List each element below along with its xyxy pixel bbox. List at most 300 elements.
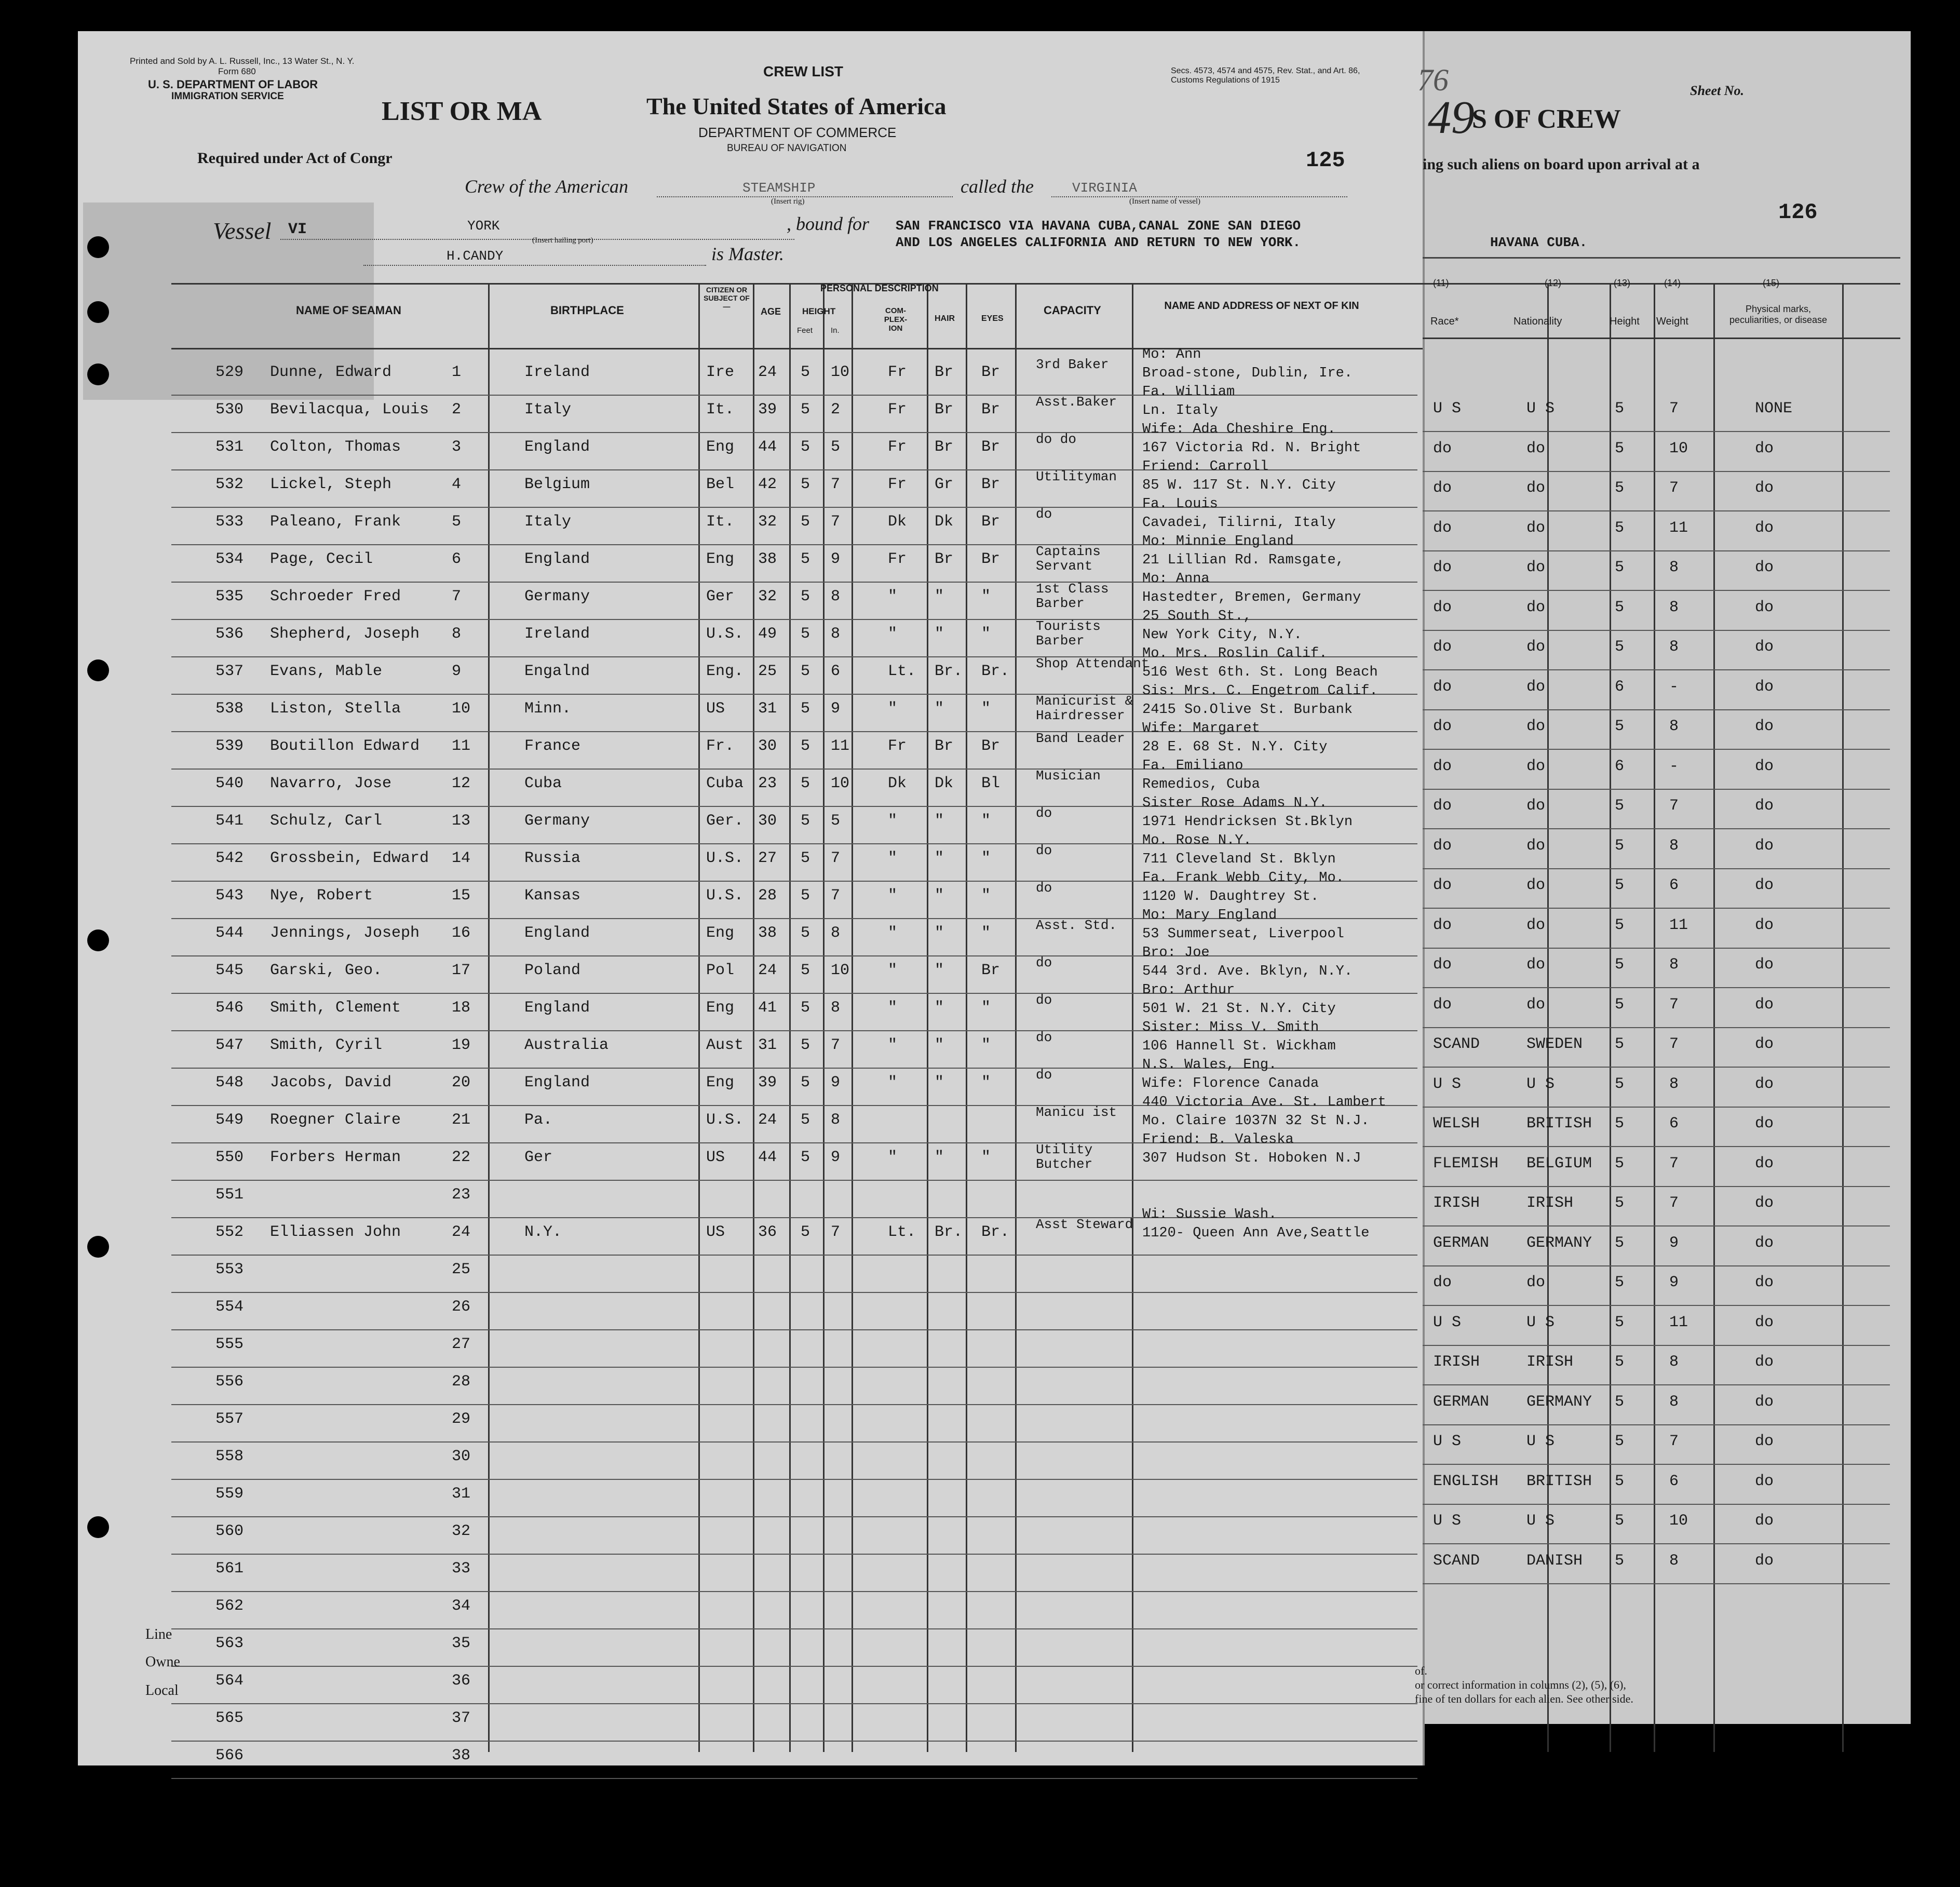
crew-comp: " [888,1036,898,1054]
alien-row [1423,752,1890,790]
crew-kin1: Mo. Mrs. Roslin Calif. [1142,646,1328,662]
crew-in: 11 [831,737,850,755]
crew-name: Elliassen John [270,1223,401,1241]
crew-in: 8 [831,1111,841,1129]
list-title-left: LIST OR MA [382,97,542,126]
crew-name: Forbers Herman [270,1149,401,1166]
crew-ref: 546 [215,999,244,1017]
crew-cit: U.S. [706,625,744,643]
header-12-num: (12) [1545,278,1562,288]
crew-cit: U.S. [706,850,744,867]
printer-line: Printed and Sold by A. L. Russell, Inc., 13 Water St., N. Y. [130,56,355,66]
crew-cit: U.S. [706,887,744,905]
crew-age: 30 [758,737,777,755]
row-rule [1423,1067,1890,1068]
crew-line: 24 [452,1223,471,1241]
alien-phys: do [1755,995,1774,1014]
alien-row [1423,1030,1890,1068]
crew-age: 24 [758,962,777,979]
crew-age: 31 [758,700,777,718]
alien-h: 5 [1615,638,1625,656]
alien-w: - [1669,757,1679,775]
crew-comp: " [888,999,898,1017]
alien-phys: do [1755,559,1774,576]
punch-hole [87,929,109,951]
empty-ref: 563 [215,1635,244,1652]
crew-kin2: Cavadei, Tilirni, Italy [1142,515,1336,531]
empty-row [171,1555,1417,1592]
alien-nat: SWEDEN [1526,1035,1583,1053]
crew-birth: Germany [524,812,590,830]
empty-ref: 565 [215,1709,244,1727]
alien-phys: do [1755,439,1774,457]
empty-ref: 557 [215,1410,244,1428]
empty-row [171,1443,1417,1480]
crew-cit: Eng [706,550,735,568]
alien-race: do [1433,797,1452,815]
crew-comp: " [888,962,898,979]
alien-h: 5 [1615,1194,1625,1212]
crew-kin2: 1971 Hendricksen St.Bklyn [1142,814,1353,830]
crew-age: 41 [758,999,777,1017]
crew-hair: Br [935,737,954,755]
crew-kin1: Friend: Carroll [1142,459,1269,475]
alien-race: do [1433,598,1452,616]
header-age: AGE [761,306,781,317]
alien-row [1423,991,1890,1028]
crew-in: 8 [831,625,841,643]
crew-hair: " [935,1149,944,1166]
crew-age: 25 [758,663,777,680]
crew-name: Colton, Thomas [270,438,401,456]
alien-h: 5 [1615,1234,1625,1252]
crew-comp: Fr [888,476,907,493]
page-number-right: 126 [1778,200,1818,225]
called-the-label: called the [961,176,1034,197]
header-birthplace: BIRTHPLACE [550,304,624,317]
row-rule [1423,550,1890,551]
crew-kin1: Friend: B. Valeska [1142,1132,1294,1148]
crew-in: 10 [831,775,850,792]
crew-in: 9 [831,700,841,718]
crew-row [171,459,1417,508]
punch-hole [87,363,109,385]
empty-line-number: 25 [452,1261,471,1278]
alien-nat: do [1526,995,1546,1014]
alien-w: 7 [1669,1154,1679,1172]
crew-birth: N.Y. [524,1223,562,1241]
crew-ref: 543 [215,887,244,905]
empty-row [171,1704,1417,1742]
alien-h: 5 [1615,1274,1625,1291]
crew-in: 8 [831,588,841,605]
crew-comp: Fr [888,438,907,456]
service: IMMIGRATION SERVICE [171,91,284,102]
row-rule [1423,1504,1890,1505]
alien-row [1423,951,1890,988]
crew-cit: U.S. [706,1111,744,1129]
alien-w: 7 [1669,1194,1679,1212]
crew-kin1: Fa. Emiliano [1142,758,1243,774]
alien-phys: do [1755,718,1774,735]
header-capacity: CAPACITY [1044,304,1101,317]
crew-hair: Br. [935,1223,963,1241]
empty-ref: 561 [215,1560,244,1578]
crew-age: 38 [758,550,777,568]
crew-comp: " [888,887,898,905]
alien-h: 5 [1615,1512,1625,1530]
crew-kin2: 53 Summerseat, Liverpool [1142,926,1344,942]
alien-nat: U S [1526,1075,1555,1093]
crew-cit: Bel [706,476,735,493]
alien-race: U S [1433,1512,1462,1530]
empty-row [171,1667,1417,1704]
crew-row [171,908,1417,956]
alien-h: 5 [1615,995,1625,1014]
alien-w: 9 [1669,1234,1679,1252]
empty-row [171,1405,1417,1443]
crew-age: 39 [758,401,777,419]
crew-ft: 5 [801,513,810,531]
footer-note-1: of. [1415,1664,1427,1677]
crew-kin1: Mo. Rose N.Y. [1142,833,1252,848]
crew-hair: " [935,962,944,979]
crew-age: 44 [758,1149,777,1166]
empty-row [171,1293,1417,1330]
alien-w: 10 [1669,439,1688,457]
alien-row [1423,633,1890,670]
empty-row [171,1629,1417,1667]
crew-birth: Italy [524,513,572,531]
empty-line-number: 36 [452,1672,471,1690]
crew-line: 23 [452,1186,471,1204]
header-13-num: (13) [1614,278,1631,288]
crew-ft: 5 [801,1149,810,1166]
alien-nat: DANISH [1526,1552,1583,1570]
crew-eyes: " [981,700,991,718]
alien-row [1423,1269,1890,1306]
crew-comp: " [888,700,898,718]
alien-w: 8 [1669,956,1679,974]
crew-comp: " [888,625,898,643]
alien-nat: do [1526,519,1546,537]
alien-h: 5 [1615,1115,1625,1133]
crew-eyes: Br [981,737,1001,755]
crew-cap: Shop Attendant [1036,656,1150,671]
crew-in: 7 [831,850,841,867]
crew-line: 1 [452,363,462,381]
alien-race: do [1433,678,1452,696]
alien-nat: do [1526,797,1546,815]
alien-nat: U S [1526,400,1555,417]
crew-eyes: " [981,588,991,605]
row-rule [1423,987,1890,988]
alien-h: 6 [1615,757,1625,775]
crew-name: Jacobs, David [270,1074,392,1091]
crew-name: Schroeder Fred [270,588,401,605]
nation-heading: The United States of America [646,93,947,119]
row-rule [1423,749,1890,750]
empty-ref: 553 [215,1261,244,1278]
row-rule [1423,1583,1890,1584]
crew-kin2: Ln. Italy [1142,403,1218,419]
row-rule [1423,431,1890,432]
crew-cit: Ger [706,588,735,605]
alien-w: 7 [1669,797,1679,815]
crew-cap: do [1036,506,1052,522]
alien-nat: do [1526,718,1546,735]
alien-phys: do [1755,1353,1774,1371]
alien-h: 5 [1615,519,1625,537]
alien-phys: do [1755,479,1774,497]
crew-kin1: Wi: Sussie Wash. [1142,1207,1277,1222]
crew-age: 31 [758,1036,777,1054]
alien-w: 11 [1669,916,1688,934]
crew-age: 32 [758,513,777,531]
alien-phys: do [1755,837,1774,855]
alien-nat: BRITISH [1526,1472,1592,1490]
crew-kin1: Bro: Joe [1142,945,1210,961]
alien-row [1423,1189,1890,1226]
crew-eyes: " [981,924,991,942]
crew-birth: Engalnd [524,663,590,680]
crew-ref: 534 [215,550,244,568]
insert-port: (Insert hailing port) [532,236,593,245]
crew-kin2: New York City, N.Y. [1142,627,1302,643]
crew-name: Roegner Claire [270,1111,401,1129]
crew-age: 36 [758,1223,777,1241]
crew-ref: 552 [215,1223,244,1241]
empty-line-number: 31 [452,1485,471,1503]
vessel-type: STEAMSHIP [742,180,816,196]
row-rule [1423,471,1890,472]
crew-in: 7 [831,887,841,905]
alien-nat: do [1526,916,1546,934]
alien-nat: do [1526,757,1546,775]
crew-line: 10 [452,700,471,718]
crew-ft: 5 [801,438,810,456]
crew-age: 24 [758,363,777,381]
crew-ref: 544 [215,924,244,942]
footer-local: Local [145,1682,179,1699]
crew-of-label: Crew of the American [465,176,628,197]
row-rule [1423,1186,1890,1187]
alien-row [1423,1348,1890,1385]
alien-race: do [1433,559,1452,576]
crew-ref: 529 [215,363,244,381]
alien-race: U S [1433,1075,1462,1093]
crew-eyes: Br [981,476,1001,493]
crew-birth: England [524,438,590,456]
empty-line-number: 29 [452,1410,471,1428]
crew-line: 20 [452,1074,471,1091]
footer-note-3: fine of ten dollars for each alien. See other side. [1415,1692,1633,1705]
row-rule [1423,1107,1890,1108]
vessel-name: VIRGINIA [1072,180,1137,196]
crew-cap: do [1036,1067,1052,1083]
header-feet: Feet [797,326,813,335]
crew-line: 2 [452,401,462,419]
empty-ref: 566 [215,1747,244,1764]
crew-ref: 533 [215,513,244,531]
crew-cap: do [1036,843,1052,858]
footer-note-2: or correct information in columns (2), (5), (6), [1415,1678,1626,1691]
crew-cit: Aust [706,1036,744,1054]
crew-ft: 5 [801,550,810,568]
alien-h: 5 [1615,598,1625,616]
punch-hole [87,1516,109,1538]
crew-name: Schulz, Carl [270,812,383,830]
row-rule [1423,1464,1890,1465]
crew-ft: 5 [801,663,810,680]
alien-phys: do [1755,1194,1774,1212]
alien-nat: do [1526,598,1546,616]
crew-ref: 549 [215,1111,244,1129]
empty-line-number: 30 [452,1448,471,1465]
crew-comp: " [888,1074,898,1091]
alien-phys: do [1755,1115,1774,1133]
crew-in: 8 [831,924,841,942]
vessel-prefix: VI [288,221,307,238]
alien-race: do [1433,757,1452,775]
crew-line: 12 [452,775,471,792]
crew-hair: " [935,999,944,1017]
crew-kin1: 25 South St., [1142,609,1252,624]
header-eyes: EYES [981,314,1004,323]
alien-row [1423,832,1890,869]
alien-row [1423,712,1890,750]
crew-name: Liston, Stella [270,700,401,718]
alien-row [1423,1309,1890,1346]
alien-nat: U S [1526,1313,1555,1331]
crew-ft: 5 [801,999,810,1017]
crew-kin2: 21 Lillian Rd. Ramsgate, [1142,552,1344,568]
empty-ref: 560 [215,1522,244,1540]
crew-ft: 5 [801,887,810,905]
crew-birth: Minn. [524,700,572,718]
row-rule [1423,1345,1890,1346]
crew-in: 7 [831,513,841,531]
row-rule [1423,948,1890,949]
empty-ref: 564 [215,1672,244,1690]
alien-phys: NONE [1755,400,1793,417]
crew-line: 8 [452,625,462,643]
header-complexion: COM-PLEX-ION [884,306,908,333]
crew-ft: 5 [801,1111,810,1129]
alien-race: ENGLISH [1433,1472,1499,1490]
crew-kin1: Sis: Mrs. C. Engetrom Calif. [1142,683,1378,699]
empty-ref: 562 [215,1597,244,1615]
row-rule [1423,868,1890,869]
alien-w: 8 [1669,1552,1679,1570]
crew-cit: Eng [706,1074,735,1091]
crew-ft: 5 [801,924,810,942]
crew-cap: Captains Servant [1036,544,1101,574]
alien-h: 5 [1615,400,1625,417]
crew-kin1: Sister Rose Adams N.Y. [1142,796,1328,811]
row-rule [1423,1027,1890,1028]
crew-ft: 5 [801,775,810,792]
alien-w: 8 [1669,1393,1679,1411]
crew-eyes: " [981,1036,991,1054]
crew-kin1: Fa. William [1142,384,1235,400]
empty-line-number: 28 [452,1373,471,1391]
alien-race: SCAND [1433,1552,1480,1570]
right-subheading: ing such aliens on board upon arrival at a [1423,156,1700,173]
crew-name: Grossbein, Edward [270,850,429,867]
crew-birth: Germany [524,588,590,605]
crew-birth: Australia [524,1036,609,1054]
empty-ref: 559 [215,1485,244,1503]
alien-phys: do [1755,1552,1774,1570]
insert-name: (Insert name of vessel) [1129,197,1201,206]
alien-race: do [1433,916,1452,934]
alien-race: do [1433,877,1452,894]
alien-w: 6 [1669,1472,1679,1490]
crew-in: 7 [831,1036,841,1054]
sheet-label: Sheet No. [1690,83,1744,98]
alien-w: 7 [1669,1035,1679,1053]
alien-race: do [1433,479,1452,497]
alien-phys: do [1755,1035,1774,1053]
alien-w: 11 [1669,1313,1688,1331]
alien-nat: do [1526,1274,1546,1291]
header-name: NAME OF SEAMAN [296,304,401,317]
crew-row [171,534,1417,583]
crew-in: 5 [831,812,841,830]
form-number: Form 680 [218,66,256,76]
crew-cap: Asst. Std. [1036,918,1117,933]
handwritten-number: 76 [1417,63,1449,97]
crew-line: 16 [452,924,471,942]
alien-phys: do [1755,1313,1774,1331]
crew-ref: 539 [215,737,244,755]
crew-comp: " [888,924,898,942]
crew-cap: Band Leader [1036,731,1125,746]
crew-kin1: Mo: Anna [1142,571,1210,587]
alien-race: U S [1433,1433,1462,1450]
crew-name: Smith, Clement [270,999,401,1017]
crew-birth: Poland [524,962,581,979]
crew-ft: 5 [801,850,810,867]
crew-line: 6 [452,550,462,568]
crew-cap: Asst Steward [1036,1217,1133,1232]
alien-h: 5 [1615,1393,1625,1411]
crew-line: 14 [452,850,471,867]
crew-hair: " [935,812,944,830]
destination-line-2: AND LOS ANGELES CALIFORNIA AND RETURN TO NEW YORK. [896,235,1301,250]
crew-line: 19 [452,1036,471,1054]
row-rule [1423,1305,1890,1306]
crew-cap: do [1036,955,1052,971]
crew-in: 8 [831,999,841,1017]
crew-eyes: Br. [981,663,1010,680]
alien-race: FLEMISH [1433,1154,1499,1172]
empty-line-number: 27 [452,1336,471,1353]
crew-hair: " [935,1036,944,1054]
crew-cap: Manicu ist [1036,1104,1117,1120]
crew-birth: England [524,550,590,568]
crew-age: 24 [758,1111,777,1129]
alien-phys: do [1755,1393,1774,1411]
crew-in: 7 [831,1223,841,1241]
header-weight: Weight [1656,316,1688,327]
crew-cap: 3rd Baker [1036,357,1109,372]
empty-row [171,1517,1417,1555]
row-rule [171,1778,1417,1779]
crew-ref: 545 [215,962,244,979]
department: U. S. DEPARTMENT OF LABOR [148,78,318,91]
